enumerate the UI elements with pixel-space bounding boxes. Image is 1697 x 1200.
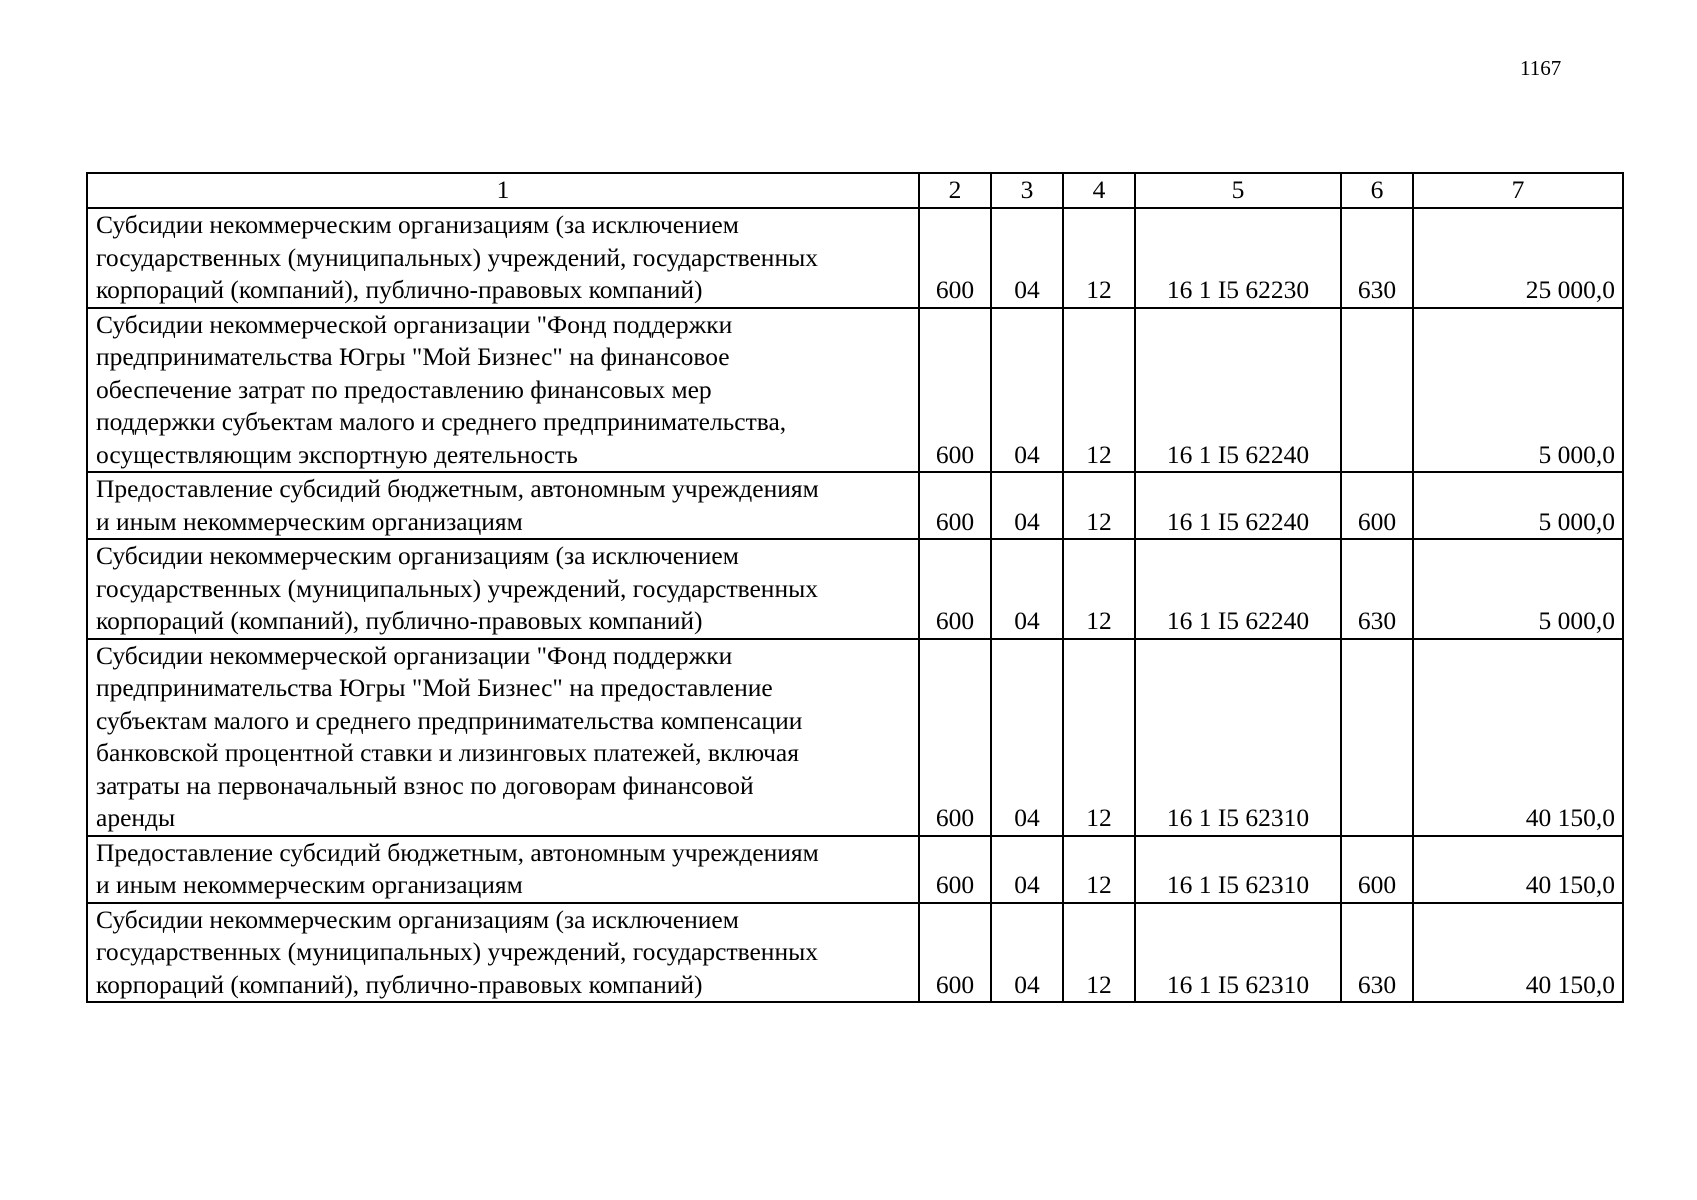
target-article-cell: 16 1 I5 62310 bbox=[1135, 903, 1341, 1003]
expense-name-line: Предоставление субсидий бюджетным, автономным учреждениям bbox=[96, 474, 819, 503]
expense-name-line: государственных (муниципальных) учреждений, государственных bbox=[96, 242, 818, 272]
table-row bbox=[87, 308, 1623, 473]
section-cell: 04 bbox=[991, 836, 1063, 903]
expense-name-line: предпринимательства Югры "Мой Бизнес" на финансовое bbox=[96, 342, 730, 371]
expense-name-line: Субсидии некоммерческим организациям (за исключением bbox=[96, 210, 739, 239]
subsection-cell: 12 bbox=[1063, 836, 1135, 903]
table-row bbox=[87, 208, 1623, 308]
expense-name-line: затраты на первоначальный взнос по договорам финансовой bbox=[96, 770, 754, 800]
expense-name-line: Субсидии некоммерческой организации "Фонд поддержки bbox=[96, 640, 733, 670]
expense-name-line: государственных (муниципальных) учреждений, государственных bbox=[96, 937, 818, 966]
budget-table bbox=[86, 172, 1624, 1003]
header-cell: 3 bbox=[991, 173, 1063, 208]
amount-cell: 5 000,0 bbox=[1413, 308, 1623, 473]
expense-type-cell: 600 bbox=[1341, 836, 1413, 903]
table-row bbox=[87, 836, 1623, 903]
expense-name-cell bbox=[87, 639, 919, 836]
expense-name-cell bbox=[87, 539, 919, 639]
amount-cell: 40 150,0 bbox=[1413, 903, 1623, 1003]
expense-name-line: субъектам малого и среднего предпринимательства компенсации bbox=[96, 705, 803, 735]
target-article-cell: 16 1 I5 62240 bbox=[1135, 308, 1341, 473]
table-row bbox=[87, 539, 1623, 639]
target-article-cell: 16 1 I5 62230 bbox=[1135, 208, 1341, 308]
expense-name-line: поддержки субъектам малого и среднего предпринимательства, bbox=[96, 407, 787, 436]
header-cell: 2 bbox=[919, 173, 991, 208]
expense-name-line: банковской процентной ставки и лизинговых платежей, включая bbox=[96, 738, 799, 767]
expense-type-cell: 630 bbox=[1341, 208, 1413, 308]
expense-type-cell bbox=[1341, 639, 1413, 836]
amount-cell: 5 000,0 bbox=[1413, 539, 1623, 639]
expense-type-cell: 600 bbox=[1341, 472, 1413, 539]
section-cell: 04 bbox=[991, 903, 1063, 1003]
section-cell: 04 bbox=[991, 208, 1063, 308]
subsection-cell: 12 bbox=[1063, 308, 1135, 473]
target-article-cell: 16 1 I5 62310 bbox=[1135, 836, 1341, 903]
amount-cell: 25 000,0 bbox=[1413, 208, 1623, 308]
expense-name-line: обеспечение затрат по предоставлению финансовых мер bbox=[96, 374, 712, 404]
expense-name-line: корпораций (компаний), публично-правовых компаний) bbox=[96, 275, 703, 304]
target-article-cell: 16 1 I5 62240 bbox=[1135, 539, 1341, 639]
expense-name-cell bbox=[87, 208, 919, 308]
target-article-cell: 16 1 I5 62310 bbox=[1135, 639, 1341, 836]
ved-code-cell: 600 bbox=[919, 539, 991, 639]
expense-name-line: Предоставление субсидий бюджетным, автономным учреждениям bbox=[96, 837, 819, 867]
section-cell: 04 bbox=[991, 539, 1063, 639]
expense-name-cell bbox=[87, 903, 919, 1003]
section-cell: 04 bbox=[991, 639, 1063, 836]
expense-name-line: корпораций (компаний), публично-правовых компаний) bbox=[96, 969, 703, 999]
header-cell: 6 bbox=[1341, 173, 1413, 208]
target-article-cell: 16 1 I5 62240 bbox=[1135, 472, 1341, 539]
ved-code-cell: 600 bbox=[919, 472, 991, 539]
header-cell: 1 bbox=[87, 173, 919, 208]
header-cell: 4 bbox=[1063, 173, 1135, 208]
section-cell: 04 bbox=[991, 472, 1063, 539]
table-row bbox=[87, 903, 1623, 1003]
amount-cell: 5 000,0 bbox=[1413, 472, 1623, 539]
expense-name-line: осуществляющим экспортную деятельность bbox=[96, 439, 578, 469]
header-cell: 7 bbox=[1413, 173, 1623, 208]
page-number: 1167 bbox=[1520, 56, 1562, 80]
subsection-cell: 12 bbox=[1063, 639, 1135, 836]
expense-name-line: государственных (муниципальных) учреждений, государственных bbox=[96, 573, 818, 603]
amount-cell: 40 150,0 bbox=[1413, 639, 1623, 836]
expense-type-cell: 630 bbox=[1341, 903, 1413, 1003]
expense-name-cell bbox=[87, 836, 919, 903]
expense-name-line: и иным некоммерческим организациям bbox=[96, 506, 523, 536]
expense-name-line: Субсидии некоммерческим организациям (за исключением bbox=[96, 541, 739, 570]
expense-name-line: Субсидии некоммерческой организации "Фонд поддержки bbox=[96, 309, 733, 339]
expense-name-line: Субсидии некоммерческим организациям (за исключением bbox=[96, 904, 739, 934]
subsection-cell: 12 bbox=[1063, 903, 1135, 1003]
table-row bbox=[87, 472, 1623, 539]
expense-type-cell bbox=[1341, 308, 1413, 473]
expense-name-line: корпораций (компаний), публично-правовых компаний) bbox=[96, 606, 703, 635]
table-row bbox=[87, 639, 1623, 836]
expense-name-cell bbox=[87, 308, 919, 473]
ved-code-cell: 600 bbox=[919, 308, 991, 473]
subsection-cell: 12 bbox=[1063, 208, 1135, 308]
table-header-row bbox=[87, 173, 1623, 208]
expense-name-line: аренды bbox=[96, 803, 176, 832]
ved-code-cell: 600 bbox=[919, 836, 991, 903]
subsection-cell: 12 bbox=[1063, 472, 1135, 539]
section-cell: 04 bbox=[991, 308, 1063, 473]
expense-name-cell bbox=[87, 472, 919, 539]
ved-code-cell: 600 bbox=[919, 903, 991, 1003]
subsection-cell: 12 bbox=[1063, 539, 1135, 639]
expense-name-line: и иным некоммерческим организациям bbox=[96, 870, 523, 899]
ved-code-cell: 600 bbox=[919, 208, 991, 308]
header-cell: 5 bbox=[1135, 173, 1341, 208]
table-body bbox=[87, 173, 1623, 1002]
expense-type-cell: 630 bbox=[1341, 539, 1413, 639]
amount-cell: 40 150,0 bbox=[1413, 836, 1623, 903]
expense-name-line: предпринимательства Югры "Мой Бизнес" на предоставление bbox=[96, 673, 773, 702]
ved-code-cell: 600 bbox=[919, 639, 991, 836]
